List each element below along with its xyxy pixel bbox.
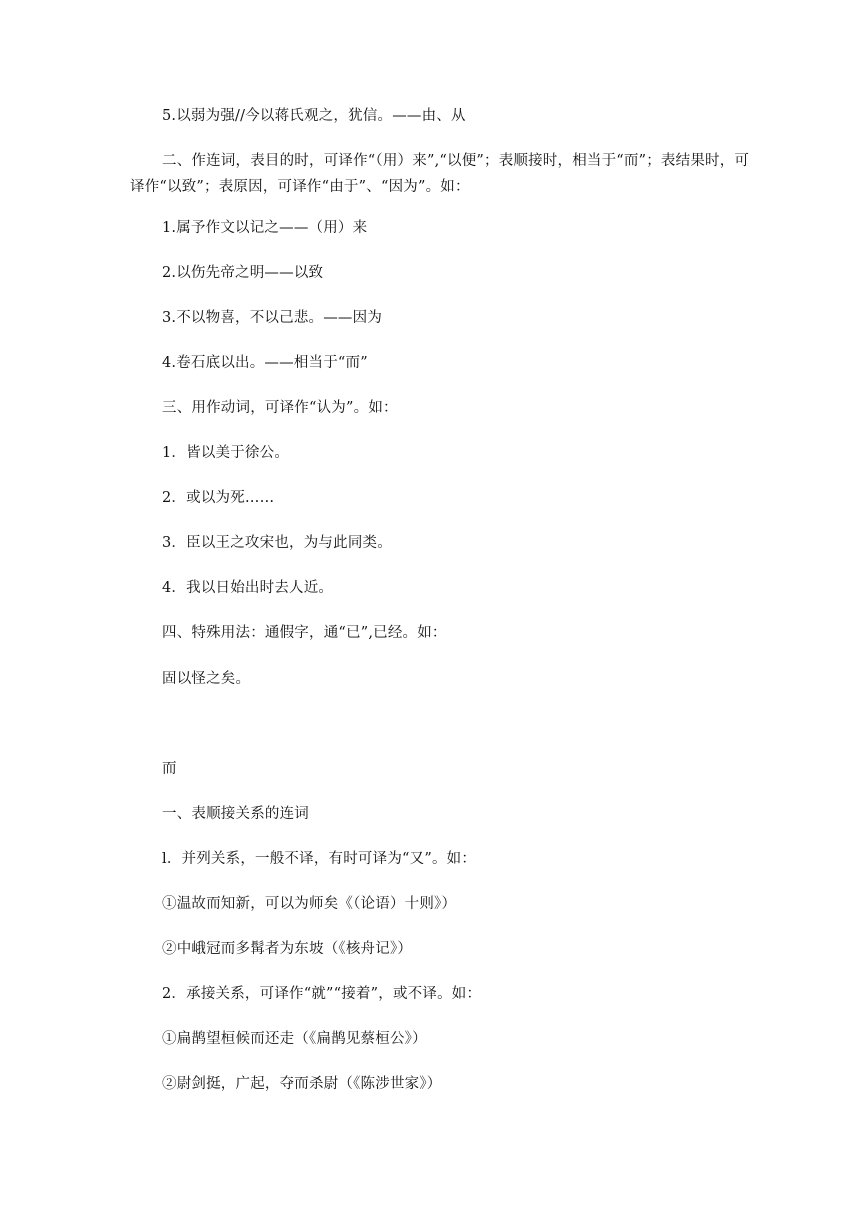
text-line: 2.以伤先帝之明——以致 xyxy=(162,265,324,281)
text-paragraph: 二、作连词，表目的时，可译作“（用）来”,“以便”；表顺接时，相当于“而”；表结果时，可译作“以致”；表原因，可译作“由于”、“因为”。如： xyxy=(130,153,750,195)
text-line: 2．承接关系，可译作“就”“接着”，或不译。如： xyxy=(162,986,482,1002)
text-line: 1.属予作文以记之——（用）来 xyxy=(162,220,368,236)
text-line: ②尉剑挺，广起，夺而杀尉（《陈涉世家》） xyxy=(162,1076,442,1092)
text-line: l．并列关系，一般不译，有时可译为“又”。如： xyxy=(162,851,477,867)
text-line: 1．皆以美于徐公。 xyxy=(162,445,290,461)
text-line: 2．或以为死…… xyxy=(162,490,275,506)
text-line: 4.卷石底以出。——相当于“而” xyxy=(162,355,368,371)
text-line: 三、用作动词，可译作“认为”。如： xyxy=(162,400,398,416)
text-line: 3．臣以王之攻宋也，为与此同类。 xyxy=(162,535,392,551)
text-line: 4．我以日始出时去人近。 xyxy=(162,580,334,596)
section-heading: 而 xyxy=(162,761,177,777)
text-line: 四、特殊用法：通假字，通“已”,已经。如： xyxy=(162,625,447,641)
text-line: ①扁鹊望桓候而还走（《扁鹊见蔡桓公》） xyxy=(162,1031,427,1047)
text-line: 固以怪之矣。 xyxy=(162,671,251,687)
text-line: ②中峨冠而多髯者为东坡（《核舟记》） xyxy=(162,941,413,957)
text-line: ①温故而知新，可以为师矣《（论语）十则》） xyxy=(162,896,457,912)
text-line: 5.以弱为强//今以蒋氏观之，犹信。——由、从 xyxy=(162,108,466,124)
text-line: 3.不以物喜，不以己悲。——因为 xyxy=(162,310,383,326)
text-line: 一、表顺接关系的连词 xyxy=(162,806,309,822)
